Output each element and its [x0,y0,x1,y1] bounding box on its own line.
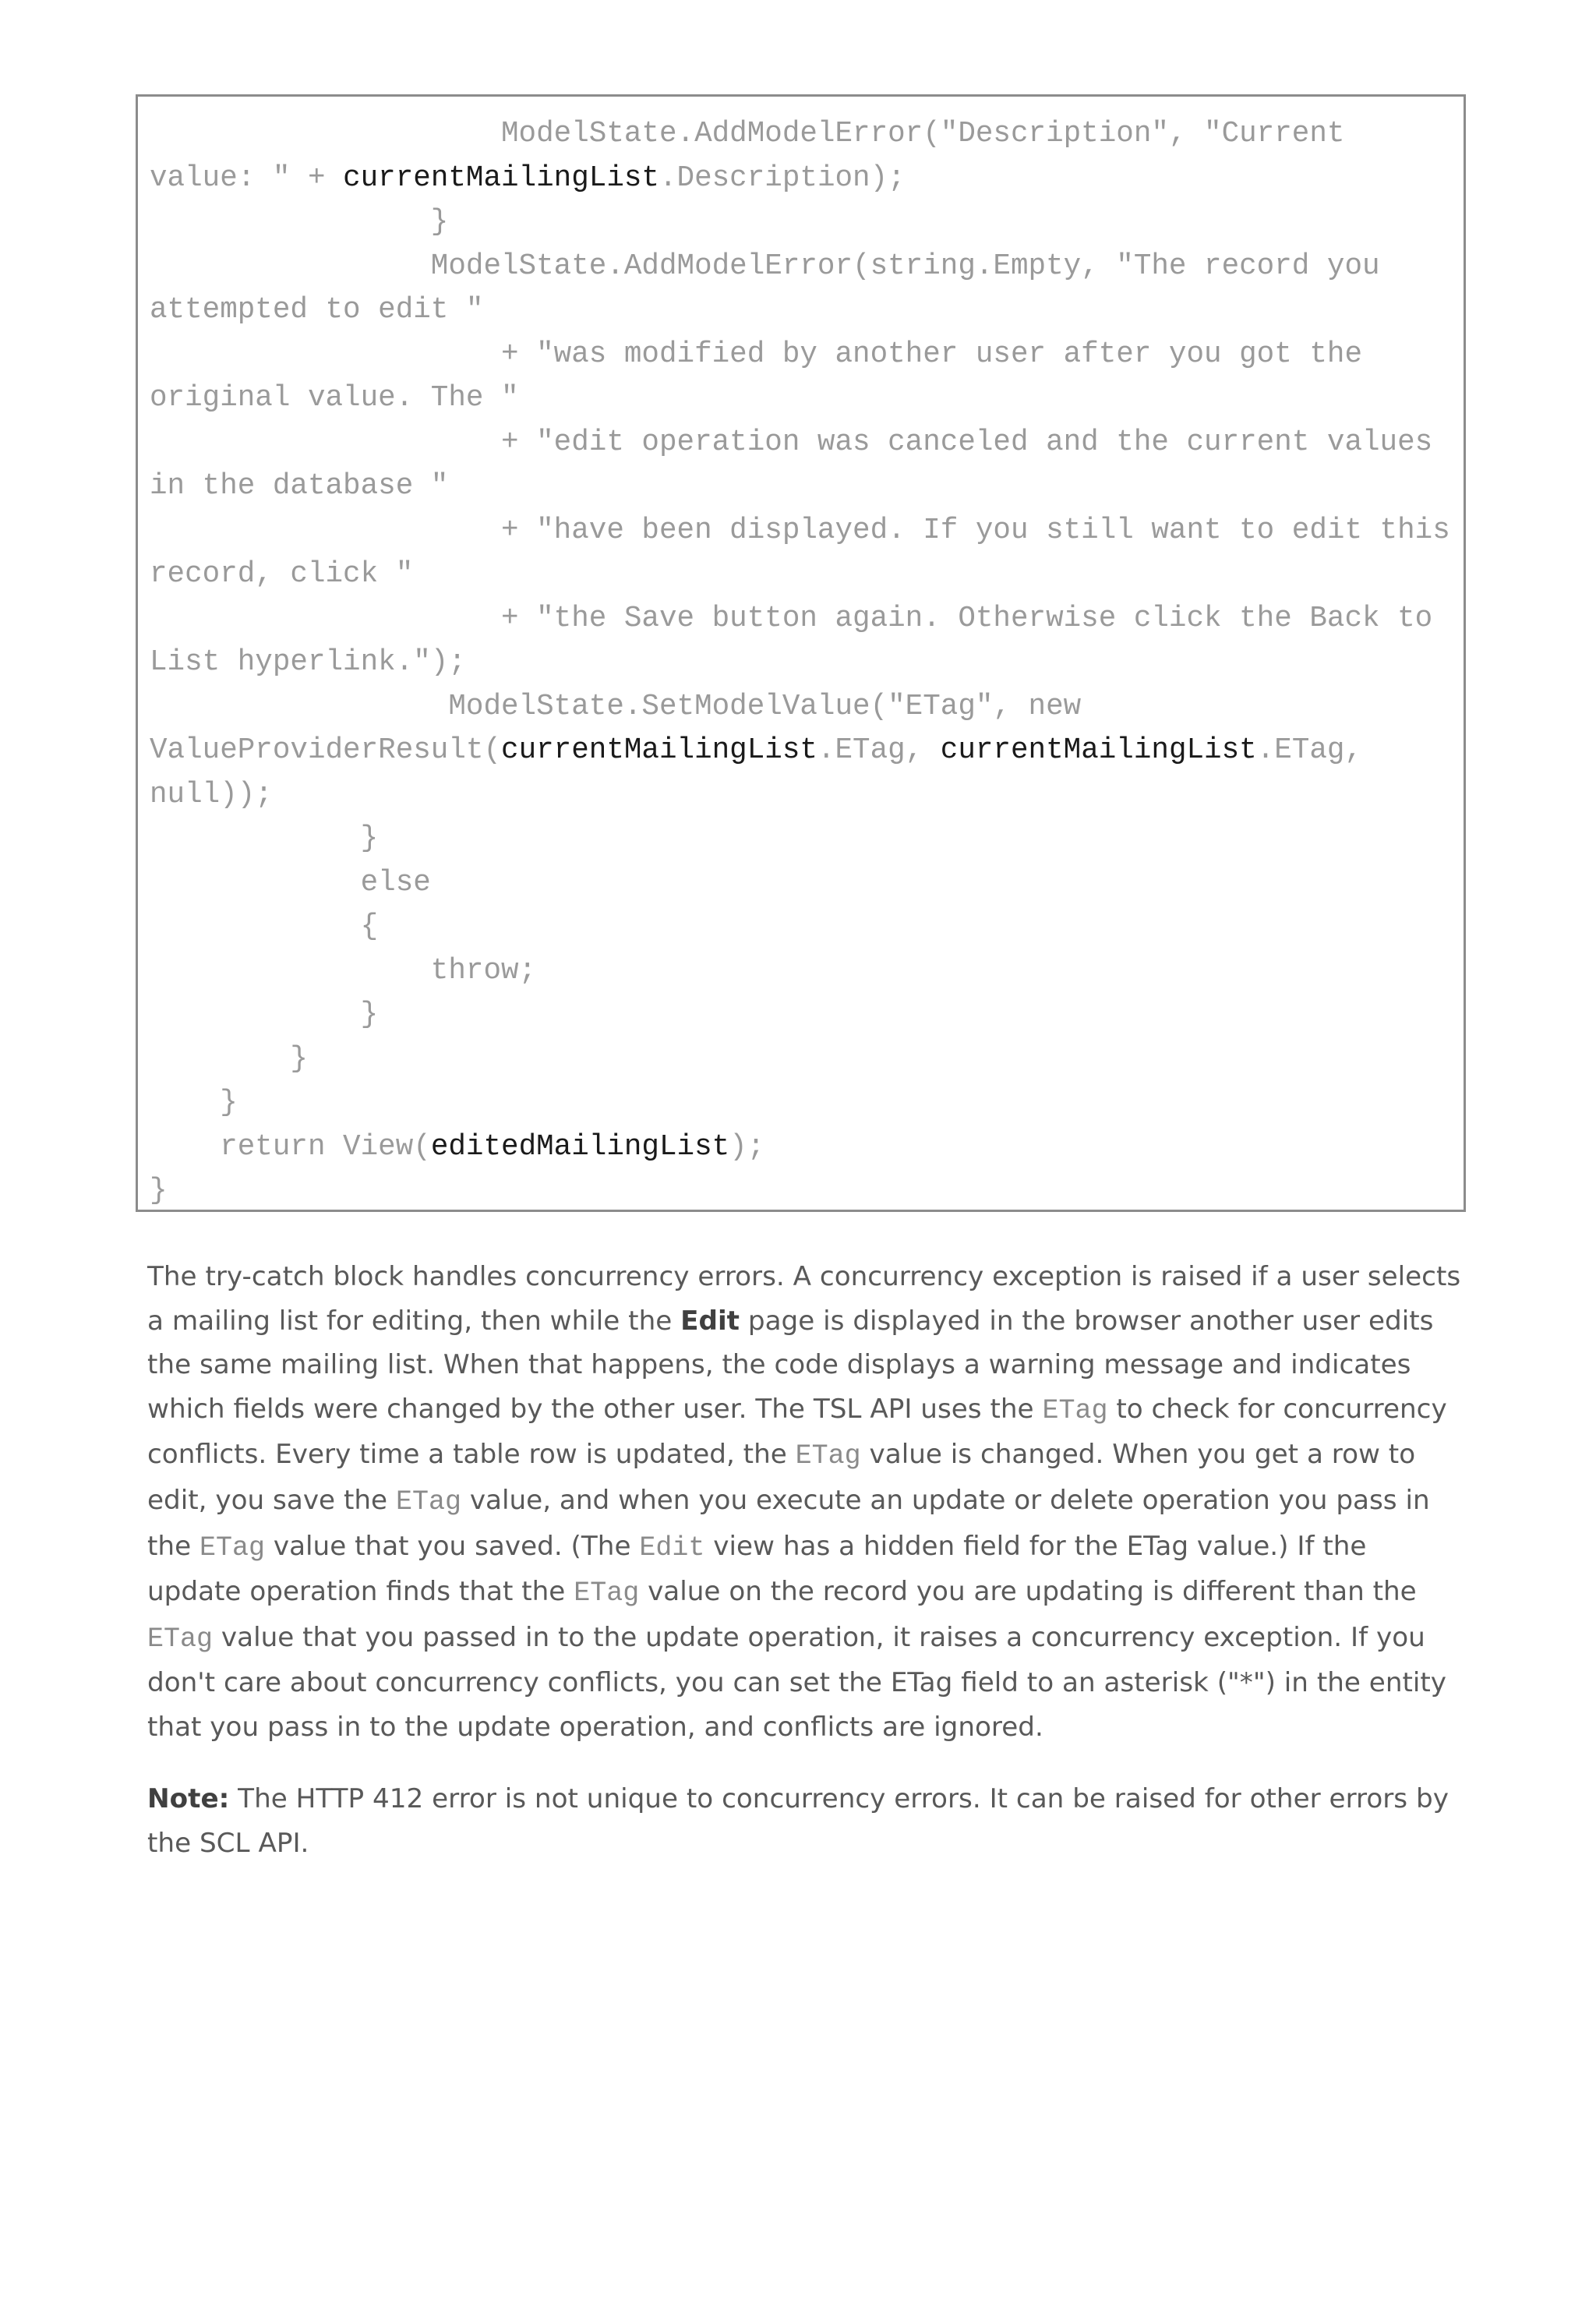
code-line [150,200,448,245]
code-token: throw; [150,954,537,987]
code-line [150,1125,764,1170]
code-identifier: currentMailingList [940,734,1257,767]
note-paragraph [147,1777,1464,1865]
inline-code: ETag [1042,1394,1108,1426]
text-run: value, and when you execute an update or delete operation you pass in the [147,1484,1430,1562]
code-token: else [150,866,431,899]
inline-code: ETag [574,1577,640,1609]
text-run: value that you passed in to the update operation, it raises a concurrency exception. If you don't care about concurrency conflicts, you can set the ETag field to an asterisk ("*") in the entity that you pass in to the update operation, and conflicts are ignored. [147,1621,1447,1743]
code-token: + "was modified by another user after you got the [150,337,1362,371]
inline-code: Edit [639,1532,705,1563]
code-token: .Description); [659,161,906,195]
code-line [150,1169,168,1212]
code-token: original value. The " [150,382,519,415]
code-listing [136,94,1466,1212]
code-line [150,949,536,994]
text-run: value is changed. When you get a row to edit, you save the [147,1439,1416,1516]
code-token: .ETag, [817,734,941,767]
code-token: value: " + [150,161,344,195]
code-line [150,112,1344,157]
code-token: } [150,998,379,1031]
code-token: ); [729,1130,765,1164]
code-line [150,245,1380,289]
text-run: page is displayed in the browser another user edits the same mailing list. When that happens, the code displays a warning message and indicates which fields were changed by the other user. The TSL API uses the [147,1305,1434,1425]
code-token: ModelState.AddModelError(string.Empty, "The record you [150,249,1380,283]
inline-code: ETag [395,1486,461,1517]
text-run: value that you saved. (The [265,1530,640,1562]
code-line [150,157,906,201]
code-token: + "edit operation was canceled and the current values [150,426,1433,459]
code-token: attempted to edit " [150,294,484,327]
code-token: { [150,910,379,943]
code-identifier: currentMailingList [501,734,817,767]
bold-term: Note: [147,1783,230,1814]
code-token: } [150,1042,308,1076]
code-line [150,685,1081,730]
code-line [150,905,378,949]
code-line [150,773,273,818]
code-line [150,597,1432,641]
code-identifier: editedMailingList [430,1130,730,1164]
code-line [150,1081,238,1125]
text-run: value on the record you are updating is different than the [639,1576,1417,1608]
code-token: } [150,1175,168,1207]
bold-term: Edit [680,1305,740,1337]
text-run: view has a hidden field for the ETag value.) If the update operation finds that the [147,1530,1367,1608]
inline-code: ETag [795,1440,861,1472]
code-line [150,993,378,1037]
code-line [150,421,1432,465]
code-line [150,553,413,597]
code-token: ValueProviderResult( [150,734,502,767]
code-line [150,509,1450,553]
code-token: + "have been displayed. If you still want to edit this [150,514,1450,547]
code-token: } [150,822,379,855]
code-token: ModelState.SetModelValue("ETag", new [150,690,1082,723]
code-token: return View( [150,1130,431,1164]
inline-code: ETag [199,1532,265,1563]
code-token: ModelState.AddModelError("Description", "Current [150,118,1345,150]
code-token: } [150,206,449,238]
code-line [150,333,1362,377]
body-paragraph [147,1255,1464,1750]
code-line [150,861,431,906]
inline-code: ETag [147,1623,214,1655]
code-token: .ETag, [1256,734,1363,767]
code-token: + "the Save button again. Otherwise click the Back to [150,602,1433,635]
code-token: List hyperlink."); [150,646,466,679]
code-line [150,465,448,509]
code-token: } [150,1086,238,1119]
code-line [150,641,466,685]
code-token: null)); [150,778,273,811]
code-line [150,1037,308,1082]
text-run: The try-catch block handles concurrency errors. A concurrency exception is raised if a user selects a mailing list for editing, then while the [147,1261,1461,1337]
code-token: in the database " [150,470,449,503]
code-line [150,729,1362,773]
text-run: The HTTP 412 error is not unique to concurrency errors. It can be raised for other errors by the SCL API. [147,1783,1449,1859]
code-line [150,288,483,333]
code-line [150,817,378,861]
text-run: to check for concurrency conflicts. Every time a table row is updated, the [147,1393,1447,1471]
code-token: record, click " [150,558,414,591]
code-line [150,376,519,421]
code-identifier: currentMailingList [343,161,659,195]
